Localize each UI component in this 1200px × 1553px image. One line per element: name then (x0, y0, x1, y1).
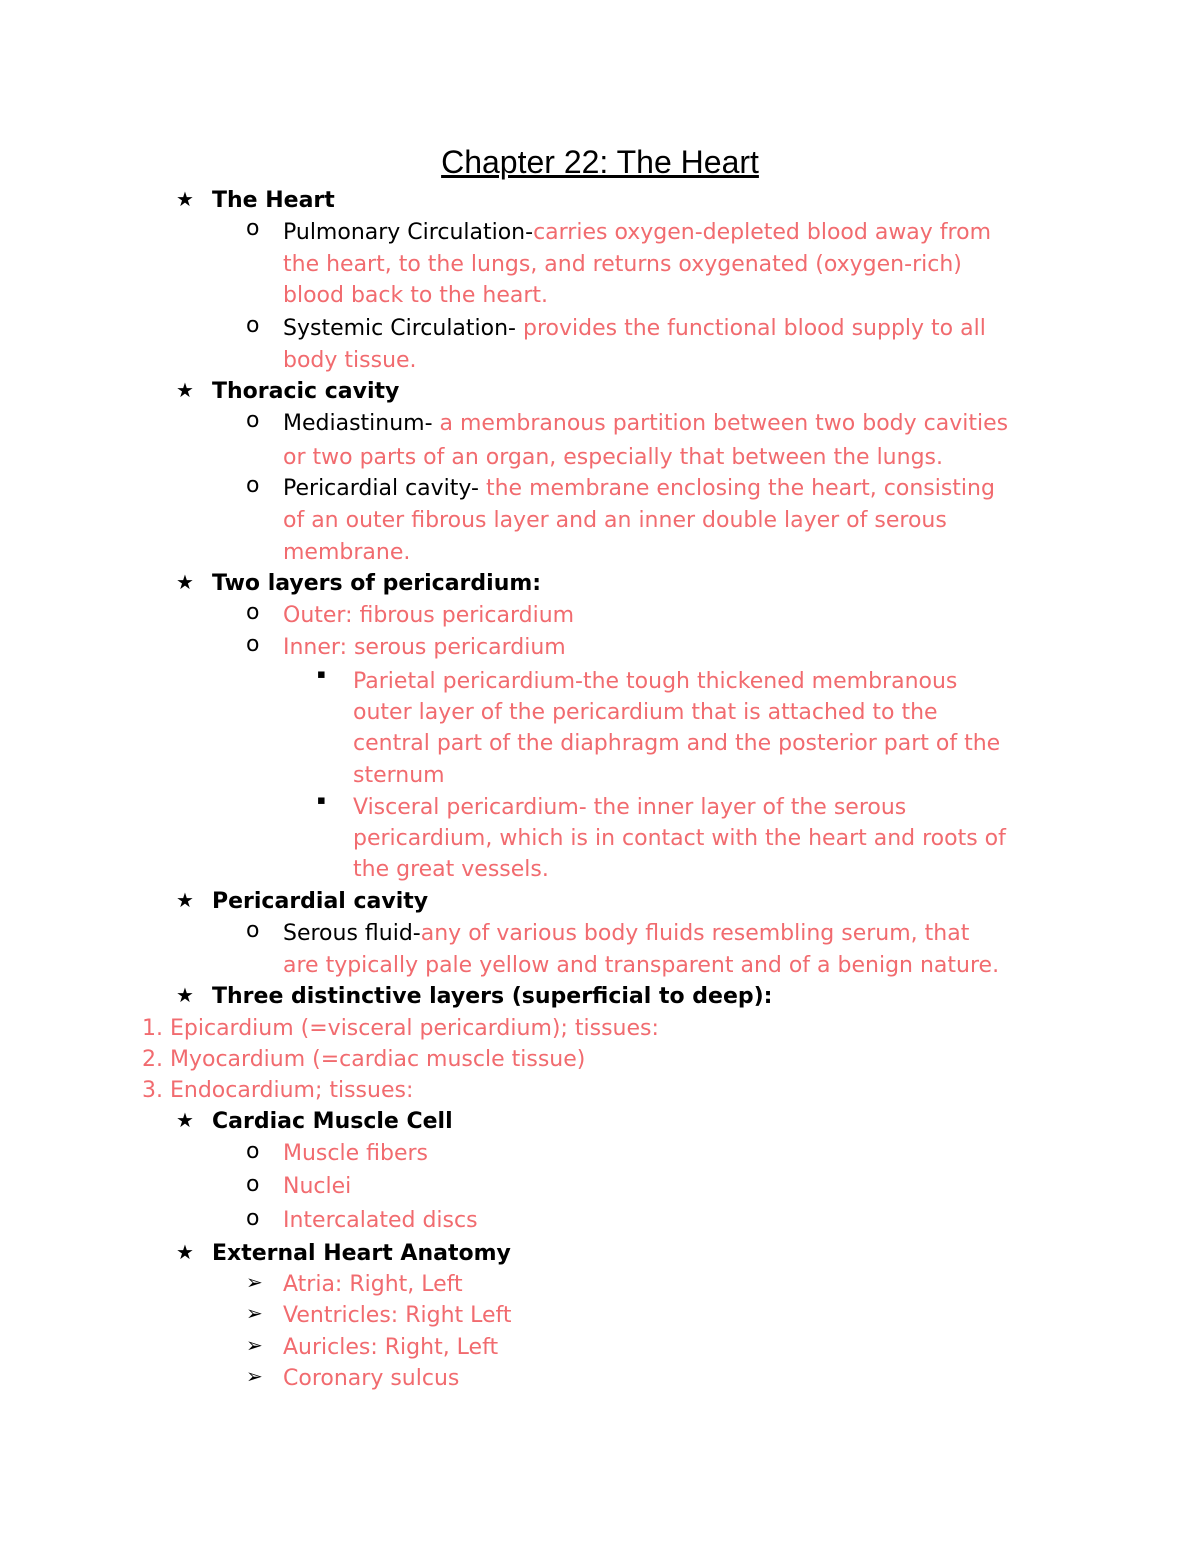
pericardial-line-3: membrane. (283, 540, 411, 565)
external-item: Auricles: Right, Left (283, 1335, 499, 1360)
arrow-bullet-icon: ➢ (246, 1364, 263, 1388)
term: Serous fluid- (283, 921, 421, 946)
star-bullet-icon: ★ (176, 1240, 194, 1264)
section-heading-external: External Heart Anatomy (212, 1241, 511, 1266)
external-item: Coronary sulcus (283, 1366, 460, 1391)
section-heading-muscle: Cardiac Muscle Cell (212, 1109, 453, 1134)
outer-layer: Outer: fibrous pericardium (283, 603, 575, 628)
layer-text: Epicardium (=visceral pericardium); tissues: (170, 1016, 659, 1041)
definition: provides the functional blood supply to all (516, 316, 986, 341)
page-title: Chapter 22: The Heart (441, 144, 759, 180)
list-number: 3. (142, 1078, 163, 1103)
parietal-line-3: central part of the diaphragm and the posterior part of the (353, 731, 1001, 756)
circle-bullet-icon: o (246, 1172, 260, 1197)
definition: any of various body fluids resembling serum, that (420, 921, 970, 946)
systemic-line-1 (283, 313, 986, 345)
visceral-line-1: Visceral pericardium- the inner layer of the serous (353, 795, 907, 820)
pericardial-line-2: of an outer fibrous layer and an inner double layer of serous (283, 508, 947, 533)
pulmonary-line-1 (283, 217, 991, 249)
definition: carries oxygen-depleted blood away from (533, 220, 992, 245)
circle-bullet-icon: o (246, 408, 260, 433)
inner-layer: Inner: serous pericardium (283, 635, 566, 660)
pericardial-line-1 (283, 473, 995, 505)
square-bullet-icon: ▪ (317, 667, 326, 682)
pulmonary-line-3: blood back to the heart. (283, 283, 549, 308)
parietal-line-2: outer layer of the pericardium that is attached to the (353, 700, 938, 725)
circle-bullet-icon: o (246, 1139, 260, 1164)
layer-item (142, 1013, 659, 1045)
term: Systemic Circulation- (283, 316, 516, 341)
section-heading-heart: The Heart (212, 188, 335, 213)
circle-bullet-icon: o (246, 313, 260, 338)
term: Pulmonary Circulation- (283, 220, 534, 245)
section-heading-thoracic: Thoracic cavity (212, 379, 400, 404)
muscle-item: Muscle fibers (283, 1141, 428, 1166)
layer-text: Endocardium; tissues: (170, 1078, 414, 1103)
circle-bullet-icon: o (246, 600, 260, 625)
external-item: Atria: Right, Left (283, 1272, 463, 1297)
star-bullet-icon: ★ (176, 570, 194, 594)
list-number: 1. (142, 1016, 163, 1041)
circle-bullet-icon: o (246, 918, 260, 943)
star-bullet-icon: ★ (176, 378, 194, 402)
visceral-line-2: pericardium, which is in contact with the heart and roots of (353, 826, 1006, 851)
star-bullet-icon: ★ (176, 888, 194, 912)
pulmonary-line-2: the heart, to the lungs, and returns oxygenated (oxygen-rich) (283, 252, 962, 277)
star-bullet-icon: ★ (176, 187, 194, 211)
parietal-line-1: Parietal pericardium-the tough thickened membranous (353, 669, 958, 694)
layer-item (142, 1075, 413, 1107)
term: Pericardial cavity- (283, 476, 479, 501)
circle-bullet-icon: o (246, 632, 260, 657)
section-heading-layers: Three distinctive layers (superficial to deep): (212, 984, 773, 1009)
circle-bullet-icon: o (246, 1206, 260, 1231)
term: Mediastinum- (283, 411, 433, 436)
circle-bullet-icon: o (246, 216, 260, 241)
external-item: Ventricles: Right Left (283, 1303, 512, 1328)
muscle-item: Nuclei (283, 1174, 352, 1199)
muscle-item: Intercalated discs (283, 1208, 478, 1233)
star-bullet-icon: ★ (176, 983, 194, 1007)
arrow-bullet-icon: ➢ (246, 1270, 263, 1294)
section-heading-pericardial-cavity: Pericardial cavity (212, 889, 429, 914)
definition: the membrane enclosing the heart, consisting (478, 476, 995, 501)
definition: a membranous partition between two body cavities (432, 411, 1009, 436)
arrow-bullet-icon: ➢ (246, 1301, 263, 1325)
layer-text: Myocardium (=cardiac muscle tissue) (170, 1047, 586, 1072)
serous-line-1 (283, 918, 969, 950)
mediastinum-line-1 (283, 408, 1008, 440)
circle-bullet-icon: o (246, 473, 260, 498)
list-number: 2. (142, 1047, 163, 1072)
serous-line-2: are typically pale yellow and transparent and of a benign nature. (283, 953, 1000, 978)
star-bullet-icon: ★ (176, 1108, 194, 1132)
layer-item (142, 1044, 585, 1076)
systemic-line-2: body tissue. (283, 348, 417, 373)
square-bullet-icon: ▪ (317, 793, 326, 808)
parietal-line-4: sternum (353, 763, 445, 788)
visceral-line-3: the great vessels. (353, 857, 549, 882)
arrow-bullet-icon: ➢ (246, 1333, 263, 1357)
mediastinum-line-2: or two parts of an organ, especially that between the lungs. (283, 445, 943, 470)
section-heading-pericardium: Two layers of pericardium: (212, 571, 542, 596)
